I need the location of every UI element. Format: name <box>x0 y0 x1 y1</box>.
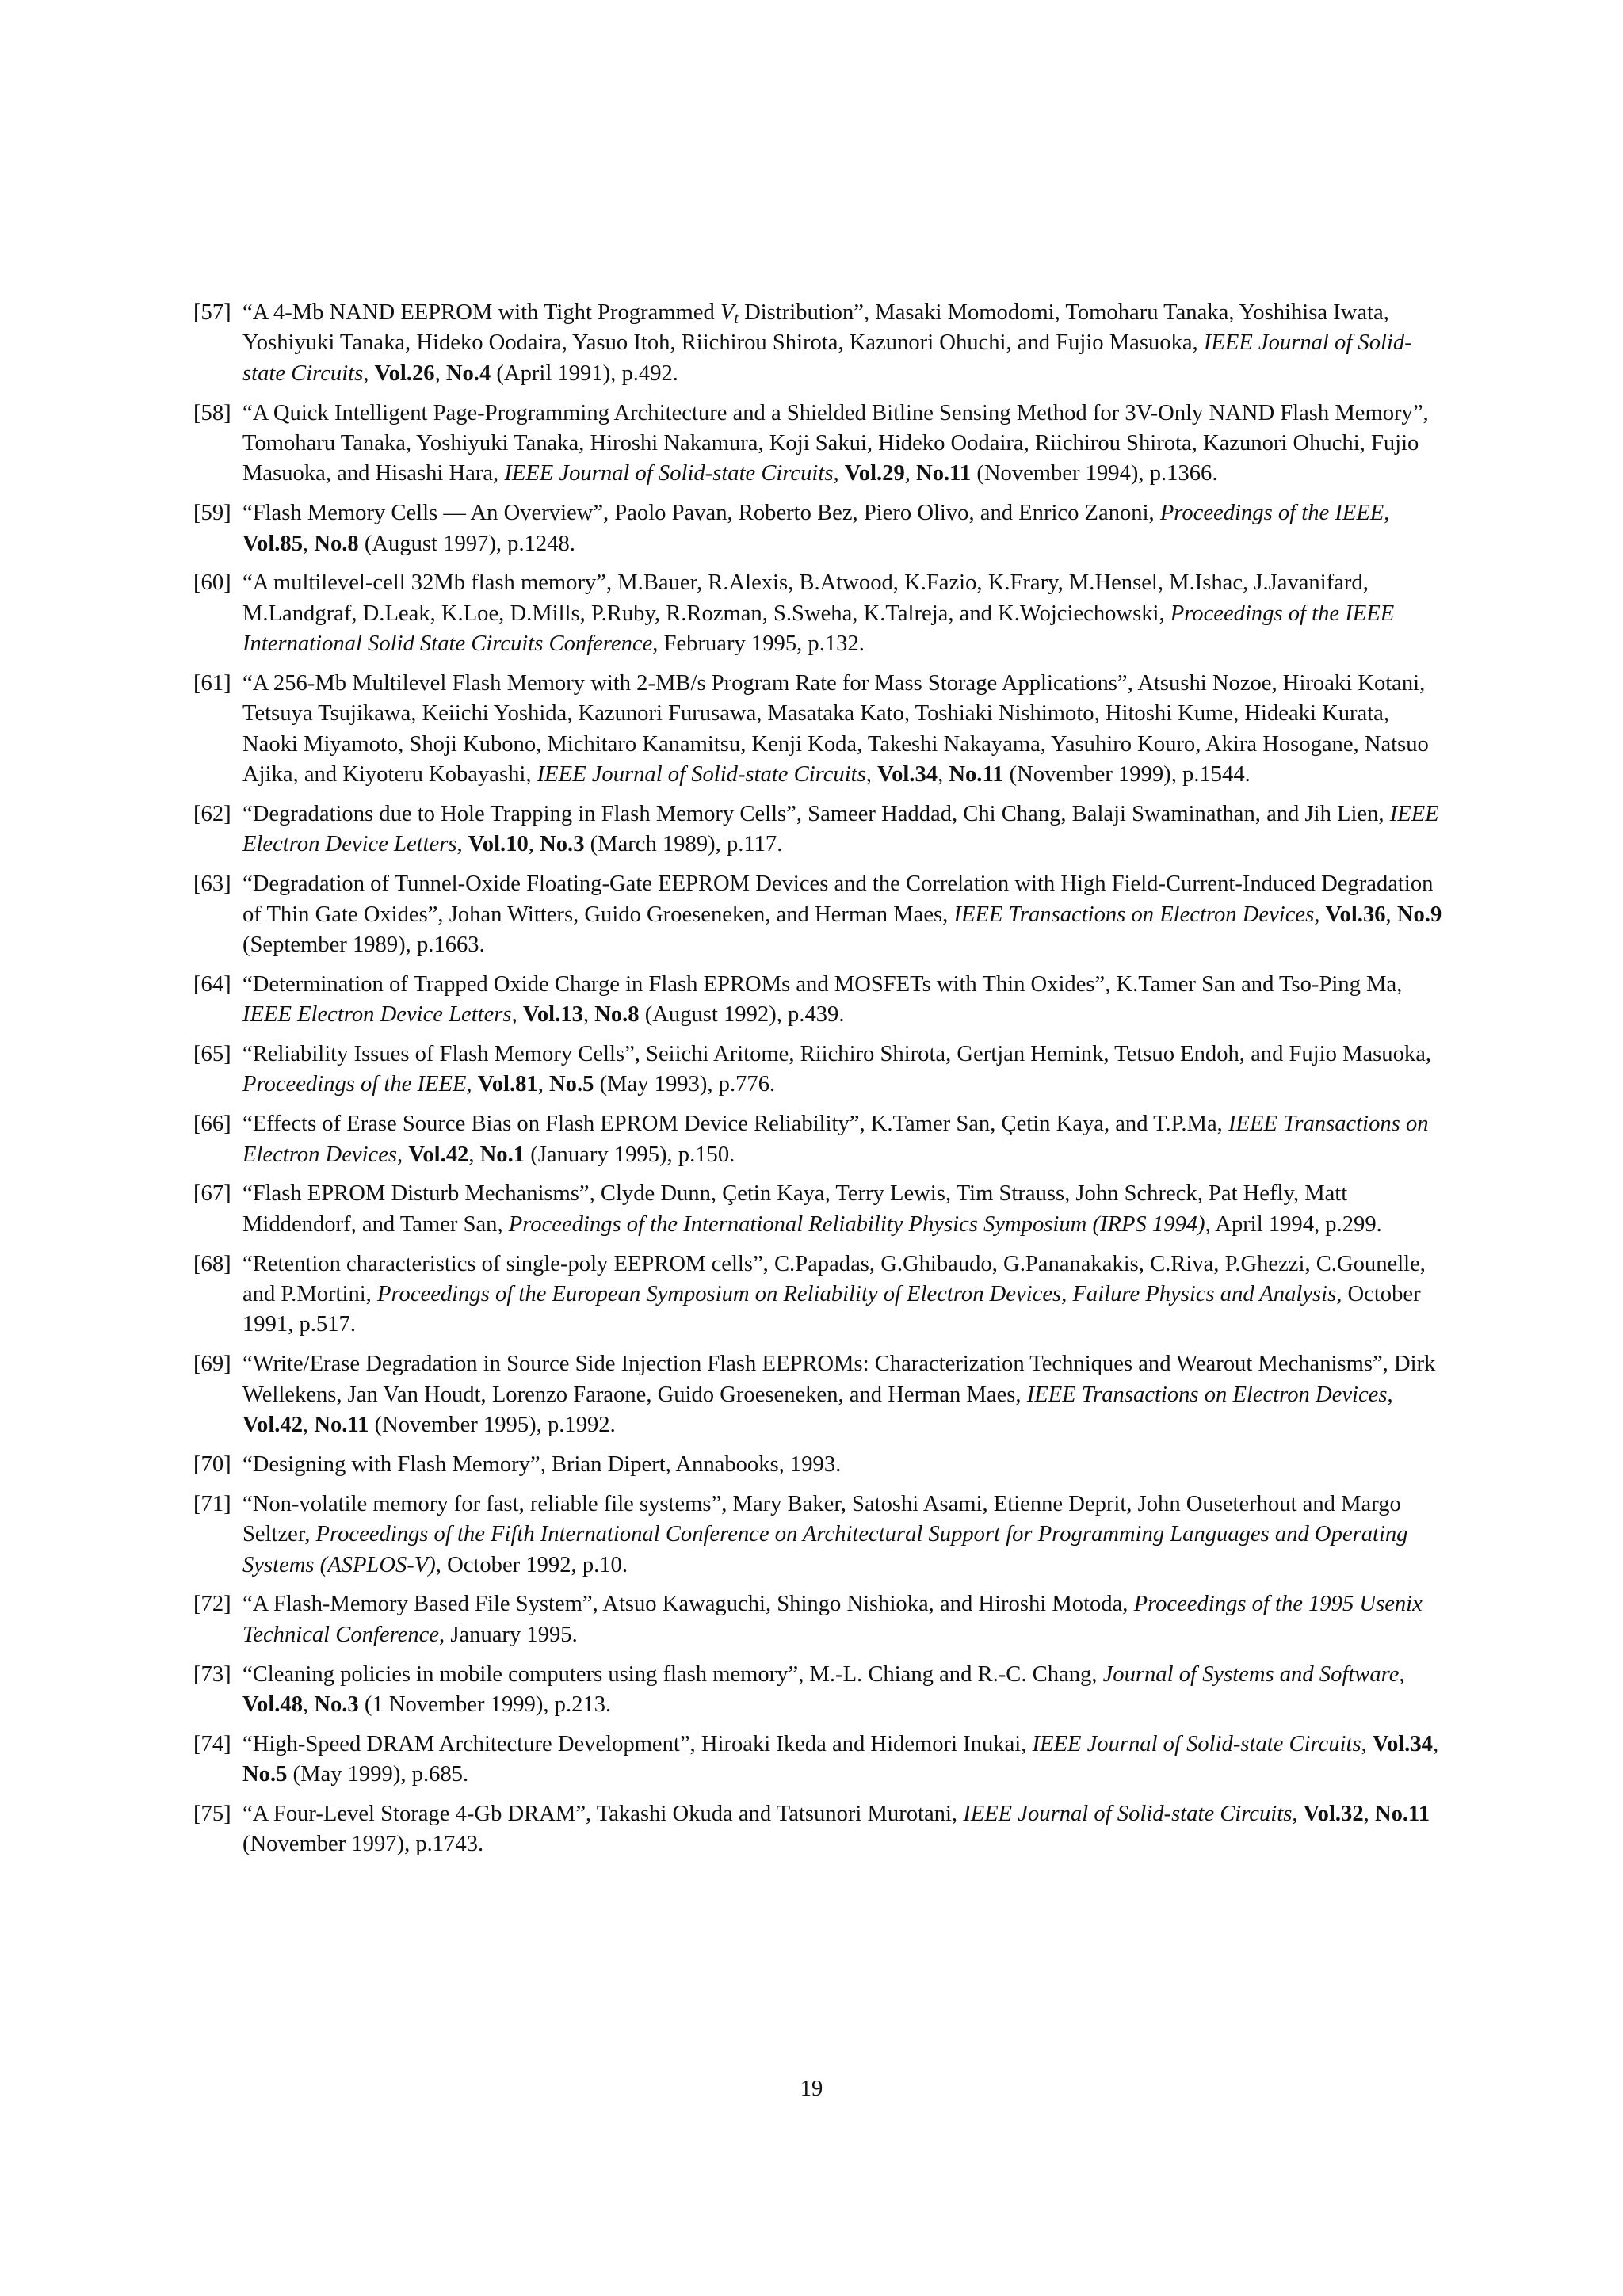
reference-text-run: , <box>1314 902 1326 927</box>
reference-source-title: IEEE Journal of Solid-state Circuits <box>537 762 866 788</box>
reference-item <box>193 1799 1445 1860</box>
reference-source-title: Proceedings of the 1995 Usenix Technical Conference <box>242 1592 1423 1647</box>
reference-item <box>193 568 1445 659</box>
reference-volume-number: No.9 <box>1396 902 1442 927</box>
reference-item <box>193 869 1445 960</box>
reference-text-run: , <box>397 1142 409 1167</box>
reference-number: [58] <box>193 400 231 425</box>
reference-text <box>242 1249 1445 1341</box>
reference-number: [61] <box>193 671 231 696</box>
reference-text <box>242 399 1445 490</box>
reference-volume-number: Vol.36 <box>1325 902 1386 927</box>
reference-volume-number: Vol.10 <box>468 832 529 857</box>
reference-text-run: , <box>303 531 315 556</box>
reference-text-run: , <box>1292 1801 1304 1826</box>
reference-source-title: IEEE Electron Device Letters <box>242 1002 512 1028</box>
reference-subscript: t <box>734 310 739 327</box>
reference-item <box>193 298 1445 389</box>
reference-text-run: , <box>303 1691 315 1717</box>
reference-text-run: , <box>1384 501 1390 526</box>
reference-source-title: Proceedings of the Fifth International Conference on Architectural Support for Programming Languages and Operating Systems (ASPLOS-V) <box>242 1522 1408 1577</box>
reference-source-title: V <box>720 300 735 325</box>
reference-number: [65] <box>193 1042 231 1067</box>
reference-source-title: IEEE Journal of Solid-state Circuits <box>1032 1731 1361 1756</box>
reference-number: [73] <box>193 1661 231 1687</box>
reference-text-run: “Determination of Trapped Oxide Charge in Flash EPROMs and MOSFETs with Thin Oxides”, K.Tamer San and Tso-Ping Ma, <box>242 971 1403 997</box>
reference-text <box>242 298 1445 389</box>
reference-volume-number: No.3 <box>314 1691 359 1717</box>
reference-text-run: Distribution”, Masaki Momodomi, Tomoharu Tanaka, Yoshihisa Iwata, Yoshiyuki Tanaka, Hideko Oodaira, Yasuo Itoh, Riichirou Shirota, Kazunori Ohuchi, and Fujio Masuoka, <box>242 300 1389 356</box>
reference-text <box>242 799 1445 860</box>
reference-text-run: “A Quick Intelligent Page-Programming Architecture and a Shielded Bitline Sensing Method for 3V-Only NAND Flash Memory”, Tomoharu Tanaka, Yoshiyuki Tanaka, Hiroshi Nakamura, Koji Sakui, Hideko Oodaira, Riichirou Shirota, Kazunori Ohuchi, Fujio Masuoka, and Hisashi Hara, <box>242 400 1429 486</box>
reference-text <box>242 1039 1445 1100</box>
reference-volume-number: No.5 <box>242 1762 288 1787</box>
reference-item <box>193 799 1445 860</box>
reference-text-run: , <box>582 1002 595 1028</box>
reference-item <box>193 669 1445 791</box>
reference-text-run: “A 256-Mb Multilevel Flash Memory with 2-MB/s Program Rate for Mass Storage Applications”, Atsushi Nozoe, Hiroaki Kotani, Tetsuya Tsujikawa, Keiichi Yoshida, Kazunori Furusawa, Masataka Kato, Toshiaki Nishimoto, Hitoshi Kume, Hideaki Kurata, Naoki Miyamoto, Shoji Kubono, Michitaro Kanamitsu, Kenji Koda, Takeshi Nakayama, Yasuhiro Kouro, Akira Hosogane, Natsuo Ajika, and Kiyoteru Kobayashi, <box>242 671 1429 788</box>
reference-source-title: Journal of Systems and Software <box>1102 1661 1400 1687</box>
reference-text-run: (August 1992), p.439. <box>639 1002 845 1028</box>
reference-volume-number: No.11 <box>949 762 1004 788</box>
reference-text-run: (January 1995), p.150. <box>525 1142 735 1167</box>
reference-source-title: IEEE Transactions on Electron Devices <box>953 902 1315 927</box>
reference-text <box>242 568 1445 659</box>
reference-text-run: , January 1995. <box>439 1622 578 1647</box>
reference-item <box>193 1730 1445 1791</box>
reference-volume-number: No.11 <box>916 461 972 486</box>
reference-source-title: IEEE Electron Device Letters <box>242 802 1439 857</box>
reference-text-run: , <box>833 461 845 486</box>
reference-text-run: “Reliability Issues of Flash Memory Cells”, Seiichi Aritome, Riichiro Shirota, Gertjan Hemink, Tetsuo Endoh, and Fujio Masuoka, <box>242 1042 1432 1067</box>
reference-text-run: (May 1993), p.776. <box>594 1072 776 1097</box>
reference-text-run: , <box>303 1413 315 1438</box>
page-number: 19 <box>800 2077 823 2101</box>
reference-text-run: (August 1997), p.1248. <box>358 531 575 556</box>
reference-volume-number: Vol.29 <box>844 461 905 486</box>
reference-text-run: “Retention characteristics of single-poly EEPROM cells”, C.Papadas, G.Ghibaudo, G.Pananakakis, C.Riva, P.Ghezzi, C.Gounelle, and P.Mortini, <box>242 1251 1426 1307</box>
reference-item <box>193 1589 1445 1650</box>
reference-text-run: , <box>1363 1801 1375 1826</box>
reference-text-run: “Non-volatile memory for fast, reliable file systems”, Mary Baker, Satoshi Asami, Etienne Deprit, John Ouseterhout and Margo Seltzer, <box>242 1491 1401 1547</box>
reference-text-run: (April 1991), p.492. <box>491 360 678 386</box>
reference-text-run: (May 1999), p.685. <box>287 1762 469 1787</box>
reference-volume-number: Vol.13 <box>522 1002 583 1028</box>
reference-text-run: “Flash EPROM Disturb Mechanisms”, Clyde Dunn, Çetin Kaya, Terry Lewis, Tim Strauss, John Schreck, Pat Hefly, Matt Middendorf, and Tamer San, <box>242 1181 1348 1237</box>
reference-volume-number: No.11 <box>314 1413 369 1438</box>
reference-text-run: , October 1991, p.517. <box>242 1282 1421 1337</box>
reference-source-title: IEEE Journal of Solid-state Circuits <box>963 1801 1293 1826</box>
reference-source-title: Proceedings of the IEEE <box>242 1072 467 1097</box>
reference-text-run: “Designing with Flash Memory”, Brian Dipert, Annabooks, 1993. <box>242 1451 842 1477</box>
reference-number: [69] <box>193 1352 231 1377</box>
reference-item <box>193 1489 1445 1581</box>
reference-text-run: “Cleaning policies in mobile computers using flash memory”, M.-L. Chiang and R.-C. Chang, <box>242 1661 1103 1687</box>
reference-text-run: , <box>363 360 375 386</box>
reference-item <box>193 498 1445 559</box>
reference-text-run: , <box>511 1002 523 1028</box>
reference-item <box>193 399 1445 490</box>
reference-text-run: “A Flash-Memory Based File System”, Atsuo Kawaguchi, Shingo Nishioka, and Hiroshi Motoda, <box>242 1592 1134 1617</box>
reference-number: [74] <box>193 1731 231 1756</box>
reference-number: [62] <box>193 802 231 827</box>
reference-text-run: (March 1989), p.117. <box>584 832 783 857</box>
reference-text-run: “Flash Memory Cells — An Overview”, Paolo Pavan, Roberto Bez, Piero Olivo, and Enrico Zanoni, <box>242 501 1160 526</box>
reference-text-run: (September 1989), p.1663. <box>242 933 485 958</box>
reference-text-run: , <box>1432 1731 1439 1756</box>
reference-text-run: “Degradations due to Hole Trapping in Flash Memory Cells”, Sameer Haddad, Chi Chang, Balaji Swaminathan, and Jih Lien, <box>242 802 1390 827</box>
reference-volume-number: Vol.26 <box>374 360 435 386</box>
reference-number: [72] <box>193 1592 231 1617</box>
reference-text-run: “A Four-Level Storage 4-Gb DRAM”, Takashi Okuda and Tatsunori Murotani, <box>242 1801 964 1826</box>
reference-text-run: (November 1995), p.1992. <box>369 1413 616 1438</box>
reference-source-title: IEEE Transactions on Electron Devices <box>1026 1382 1388 1407</box>
reference-item <box>193 1179 1445 1240</box>
reference-text <box>242 1730 1445 1791</box>
reference-volume-number: Vol.85 <box>242 531 304 556</box>
reference-number: [71] <box>193 1491 231 1516</box>
reference-volume-number: Vol.48 <box>242 1691 304 1717</box>
reference-text-run: , <box>1399 1661 1405 1687</box>
reference-volume-number: No.1 <box>479 1142 525 1167</box>
reference-text-run: , <box>434 360 446 386</box>
reference-text <box>242 498 1445 559</box>
reference-text-run: (November 1994), p.1366. <box>971 461 1218 486</box>
reference-number: [63] <box>193 871 231 897</box>
reference-number: [67] <box>193 1181 231 1207</box>
reference-volume-number: Vol.32 <box>1303 1801 1364 1826</box>
reference-text <box>242 1450 1445 1480</box>
reference-volume-number: No.8 <box>314 531 359 556</box>
reference-item <box>193 1249 1445 1341</box>
reference-text-run: , <box>1387 1382 1393 1407</box>
reference-source-title: IEEE Journal of Solid-state Circuits <box>242 330 1412 386</box>
reference-volume-number: No.8 <box>594 1002 640 1028</box>
reference-text <box>242 1489 1445 1581</box>
reference-number: [70] <box>193 1451 231 1477</box>
reference-text-run: , October 1992, p.10. <box>435 1552 628 1577</box>
reference-volume-number: Vol.42 <box>408 1142 469 1167</box>
reference-text-run: “A multilevel-cell 32Mb flash memory”, M.Bauer, R.Alexis, B.Atwood, K.Fazio, K.Frary, M.Hensel, M.Ishac, J.Javanifard, M.Landgraf, D.Leak, K.Loe, D.Mills, P.Ruby, R.Rozman, S.Sweha, K.Talreja, and K.Wojciechowski, <box>242 570 1369 626</box>
reference-source-title: IEEE Journal of Solid-state Circuits <box>504 461 834 486</box>
reference-text-run: , <box>865 762 878 788</box>
reference-item <box>193 970 1445 1031</box>
reference-source-title: Proceedings of the IEEE International Solid State Circuits Conference <box>242 601 1395 657</box>
reference-volume-number: Vol.34 <box>877 762 938 788</box>
reference-text-run: “Write/Erase Degradation in Source Side Injection Flash EEPROMs: Characterization Techniques and Wearout Mechanisms”, Dirk Wellekens, Jan Van Houdt, Lorenzo Faraone, Guido Groeseneken, and Herman Maes, <box>242 1352 1436 1407</box>
reference-volume-number: No.3 <box>540 832 585 857</box>
reference-text <box>242 970 1445 1031</box>
reference-source-title: Proceedings of the International Reliability Physics Symposium (IRPS 1994) <box>508 1211 1205 1237</box>
reference-text-run: (November 1999), p.1544. <box>1003 762 1251 788</box>
reference-number: [75] <box>193 1801 231 1826</box>
reference-text-run: (November 1997), p.1743. <box>242 1832 484 1857</box>
reference-text-run: “High-Speed DRAM Architecture Development”, Hiroaki Ikeda and Hidemori Inukai, <box>242 1731 1033 1756</box>
reference-number: [64] <box>193 971 231 997</box>
reference-text-run: , <box>1385 902 1397 927</box>
reference-volume-number: No.11 <box>1374 1801 1430 1826</box>
reference-source-title: Proceedings of the European Symposium on Reliability of Electron Devices, Failure Physics and Analysis <box>376 1282 1337 1307</box>
reference-item <box>193 1349 1445 1440</box>
reference-volume-number: Vol.34 <box>1372 1731 1433 1756</box>
reference-text-run: , <box>904 461 917 486</box>
reference-item <box>193 1039 1445 1100</box>
reference-number: [68] <box>193 1251 231 1276</box>
reference-volume-number: No.4 <box>445 360 491 386</box>
reference-text <box>242 1109 1445 1170</box>
reference-text <box>242 1179 1445 1240</box>
reference-volume-number: No.5 <box>549 1072 594 1097</box>
reference-source-title: Proceedings of the IEEE <box>1159 501 1384 526</box>
reference-text-run: , April 1994, p.299. <box>1205 1211 1382 1237</box>
reference-text-run: (1 November 1999), p.213. <box>358 1691 612 1717</box>
reference-text-run: “Degradation of Tunnel-Oxide Floating-Gate EEPROM Devices and the Correlation with High Field-Current-Induced Degradation of Thin Gate Oxides”, Johan Witters, Guido Groeseneken, and Herman Maes, <box>242 871 1434 927</box>
reference-text-run: , <box>528 832 540 857</box>
reference-number: [60] <box>193 570 231 596</box>
reference-text-run: , <box>466 1072 478 1097</box>
reference-text <box>242 869 1445 960</box>
reference-item <box>193 1109 1445 1170</box>
reference-text <box>242 1799 1445 1860</box>
reference-text <box>242 1349 1445 1440</box>
reference-volume-number: Vol.81 <box>477 1072 538 1097</box>
reference-volume-number: Vol.42 <box>242 1413 304 1438</box>
reference-text-run: , February 1995, p.132. <box>652 631 865 657</box>
reference-text <box>242 669 1445 791</box>
reference-text <box>242 1660 1445 1721</box>
reference-text-run: , <box>456 832 468 857</box>
reference-text-run: , <box>1361 1731 1373 1756</box>
reference-text-run: “Effects of Erase Source Bias on Flash EPROM Device Reliability”, K.Tamer San, Çetin Kaya, and T.P.Ma, <box>242 1112 1228 1137</box>
reference-list <box>193 298 1445 1869</box>
reference-number: [57] <box>193 300 231 325</box>
reference-text-run: “A 4-Mb NAND EEPROM with Tight Programmed <box>242 300 720 325</box>
reference-number: [59] <box>193 501 231 526</box>
reference-source-title: IEEE Transactions on Electron Devices <box>242 1112 1429 1167</box>
reference-text <box>242 1589 1445 1650</box>
reference-text-run: , <box>537 1072 550 1097</box>
reference-item <box>193 1450 1445 1480</box>
reference-number: [66] <box>193 1112 231 1137</box>
reference-item <box>193 1660 1445 1721</box>
reference-text-run: , <box>468 1142 480 1167</box>
reference-text-run: , <box>938 762 949 788</box>
